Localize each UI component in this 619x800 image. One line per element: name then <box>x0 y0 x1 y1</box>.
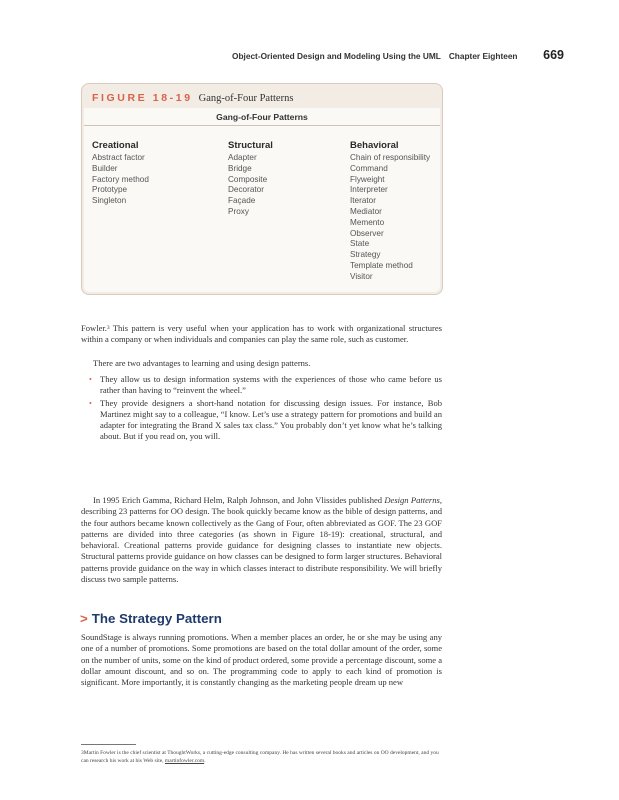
pattern-item: Façade <box>228 196 256 206</box>
table-divider <box>84 125 440 126</box>
pattern-item: Singleton <box>92 196 127 206</box>
footnote <box>81 750 442 765</box>
paragraph-text: In 1995 Erich Gamma, Richard Helm, Ralph Johnson, and John Vlissides published <box>93 495 385 505</box>
book-title: Design Patterns <box>384 495 440 505</box>
pattern-item: Visitor <box>350 271 373 281</box>
paragraph-strategy: SoundStage is always running promotions. When a member places an order, he or she may be using any one of a number of promotions. Some promotions are based on the total dollar amount of the order, some on the number of units, some on the kind of product ordered, some provide a percentage discount, some a dollar amount discount, and so on. The programming code to apply to each kind of promotion is significant. More importantly, it is constantly changing as the marketing people dream up new <box>81 632 443 688</box>
figure-title: Gang-of-Four Patterns <box>198 93 294 104</box>
paragraph-fowler <box>81 323 442 346</box>
pattern-item: Builder <box>92 163 118 173</box>
pattern-item: Memento <box>350 217 385 227</box>
pattern-item: Interpreter <box>350 185 388 195</box>
figure-heading <box>92 92 293 104</box>
figure-18-19 <box>81 83 443 295</box>
section-heading <box>80 611 222 626</box>
page-number: 669 <box>543 48 564 62</box>
paragraph-gof <box>81 495 442 585</box>
section-title: The Strategy Pattern <box>91 611 222 626</box>
running-head-chapter: Chapter Eighteen <box>448 51 518 61</box>
figure-label: FIGURE 18-19 <box>92 92 193 104</box>
pattern-item: Prototype <box>92 185 128 195</box>
bullet-icon: • <box>89 398 92 408</box>
footnote-number: 3 <box>81 750 84 756</box>
bullet-icon: • <box>89 375 92 384</box>
pattern-item: Bridge <box>228 163 252 173</box>
paragraph-text: , describing 23 patterns for OO design. The book quickly became know as the bible of design patterns, and the four authors became known collectively as the Gang of Four, often abbreviated as GOF. The 23 GOF patterns are divided into three categories (as shown in Figure 18-19): creational, structural, and behavioral. Creational patterns provide guidance for designing classes to instantiate new objects. Structural patterns provide guidance on how classes can be designed to form larger structures. Behavioral patterns provide guidance on the way in which classes interact to distribute responsibility. We will briefly discuss two sample patterns. <box>81 495 442 585</box>
pattern-item: State <box>350 239 370 249</box>
running-head-title: Object-Oriented Design and Modeling Using the UML <box>232 51 441 61</box>
list-item-text: They allow us to design information systems with the experiences of those who came before us rather than having to “reinvent the wheel.” <box>100 374 442 396</box>
list-item <box>89 374 442 397</box>
pattern-item: Proxy <box>228 206 249 216</box>
pattern-item: Mediator <box>350 206 382 216</box>
pattern-item: Flyweight <box>350 174 385 184</box>
pattern-item: Abstract factor <box>92 153 145 162</box>
footnote-link[interactable]: martinfowler.com <box>164 757 205 764</box>
advantages-list <box>89 374 442 444</box>
figure-table <box>84 108 440 292</box>
pattern-item: Command <box>350 163 388 173</box>
footnote-divider <box>81 744 136 745</box>
list-item <box>89 398 442 443</box>
column-creational <box>92 140 149 207</box>
pattern-item: Factory method <box>92 174 149 184</box>
pattern-item: Composite <box>228 174 268 184</box>
column-header: Structural <box>228 140 273 151</box>
pattern-item: Chain of responsibility <box>350 153 431 162</box>
column-header: Behavioral <box>350 140 399 151</box>
paragraph-advantages: There are two advantages to learning and using design patterns. <box>93 358 311 368</box>
running-head <box>232 48 564 62</box>
column-behavioral <box>350 140 430 283</box>
column-structural <box>228 140 273 218</box>
pattern-item: Strategy <box>350 250 381 260</box>
paragraph-text: This pattern is very useful when your application has to work with organizational structures within a company or when individuals and companies can play the same role, such as customer. <box>81 323 442 345</box>
list-item-text: They provide designers a short-hand notation for discussing design issues. For instance, Bob Martinez might say to a colleague, “I know. Let’s use a strategy pattern for promotions and build an adapter for integrating the Brand X sales tax class.” You probably don’t yet know what he’s talking about. But if you read on, you will. <box>100 397 442 442</box>
pattern-item: Iterator <box>350 196 376 206</box>
footnote-ref: 3 <box>106 325 110 331</box>
pattern-item: Decorator <box>228 185 264 195</box>
pattern-item: Template method <box>350 260 413 270</box>
footnote-text: Martin Fowler is the chief scientist at ThoughtWorks, a cutting-edge consulting company. He has written several books and articles on OO development, and you can research his work at his Web site, <box>81 750 439 764</box>
table-title: Gang-of-Four Patterns <box>216 112 308 122</box>
footnote-end: . <box>204 757 206 764</box>
section-arrow-icon: > <box>80 611 88 626</box>
paragraph-lead: Fowler. <box>81 323 107 333</box>
pattern-item: Adapter <box>228 153 257 162</box>
pattern-item: Observer <box>350 228 384 238</box>
column-header: Creational <box>92 140 139 151</box>
